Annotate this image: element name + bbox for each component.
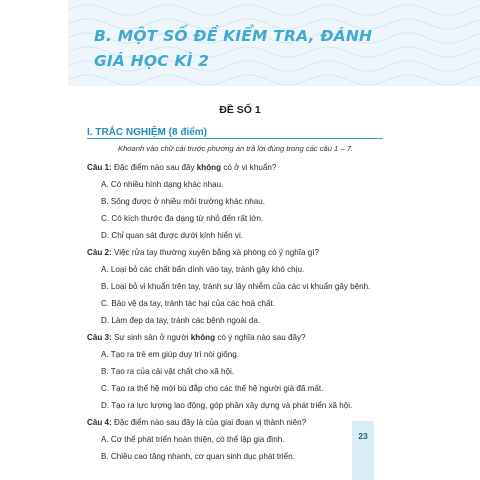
page-number: 23 bbox=[358, 431, 368, 441]
question-text: Việc rửa tay thường xuyên bằng xà phòng có ý nghĩa gì? bbox=[111, 248, 319, 257]
question-label: Câu 1: bbox=[87, 163, 112, 172]
question-label: Câu 4: bbox=[87, 418, 112, 427]
exam-heading: ĐỀ SỐ 1 bbox=[219, 104, 261, 116]
question-text: Đặc điểm nào sau đây là của giai đoạn vị thành niên? bbox=[111, 418, 307, 427]
section-heading bbox=[87, 122, 383, 139]
option-3a: A. Tạo ra trẻ em giúp duy trì nòi giống. bbox=[101, 350, 239, 359]
option-1d: D. Chỉ quan sát được dưới kính hiển vi. bbox=[101, 231, 244, 240]
option-1a: A. Có nhiều hình dạng khác nhau. bbox=[101, 180, 224, 189]
question-text: Đặc điểm nào sau đây bbox=[111, 163, 197, 172]
option-1c: C. Có kích thước đa dạng từ nhỏ đến rất lớn. bbox=[101, 214, 264, 223]
option-3d: D. Tạo ra lực lượng lao động, góp phần xây dựng và phát triển xã hội. bbox=[101, 401, 353, 410]
question-3 bbox=[87, 332, 387, 343]
page-number-tab bbox=[352, 421, 374, 480]
question-label: Câu 2: bbox=[87, 248, 112, 257]
question-text-end: có ở vi khuẩn? bbox=[221, 163, 277, 172]
option-1b: B. Sống được ở nhiều môi trường khác nhau. bbox=[101, 197, 265, 206]
option-3b: B. Tạo ra của cải vật chất cho xã hội. bbox=[101, 367, 235, 376]
option-2a: A. Loại bỏ các chất bẩn dính vào tay, tránh gây khó chịu. bbox=[101, 265, 305, 274]
question-4 bbox=[87, 417, 387, 428]
section-title: I. TRẮC NGHIỆM (8 điểm) bbox=[87, 127, 208, 138]
option-3c: C. Tạo ra thế hệ mới bù đắp cho các thế hệ người già đã mất. bbox=[101, 384, 324, 393]
chapter-title: B. MỘT SỐ ĐỀ KIỂM TRA, ĐÁNH GIÁ HỌC KÌ 2 bbox=[94, 27, 373, 70]
option-2d: D. Làm đẹp da tay, tránh các bệnh ngoài da. bbox=[101, 316, 261, 325]
question-text-end: có ý nghĩa nào sau đây? bbox=[215, 333, 306, 342]
option-4a: A. Cơ thể phát triển hoàn thiện, có thể lập gia đình. bbox=[101, 435, 285, 444]
option-4b: B. Chiều cao tăng nhanh, cơ quan sinh dục phát triển. bbox=[101, 452, 295, 461]
question-emphasis: không bbox=[196, 163, 222, 172]
question-list bbox=[87, 162, 387, 468]
option-2b: B. Loại bỏ vi khuẩn trên tay, tránh sự lây nhiễm của các vi khuẩn gây bệnh. bbox=[101, 282, 371, 291]
option-2c: C. Bảo vệ da tay, tránh tác hại của các hoá chất. bbox=[101, 299, 275, 308]
question-1 bbox=[87, 162, 387, 173]
question-label: Câu 3: bbox=[87, 333, 112, 342]
instruction-text: Khoanh vào chữ cái trước phương án trả lời đúng trong các câu 1 – 7. bbox=[118, 144, 354, 153]
question-emphasis: không bbox=[190, 333, 216, 342]
question-text: Sự sinh sản ở người bbox=[111, 333, 191, 342]
question-2 bbox=[87, 247, 387, 258]
